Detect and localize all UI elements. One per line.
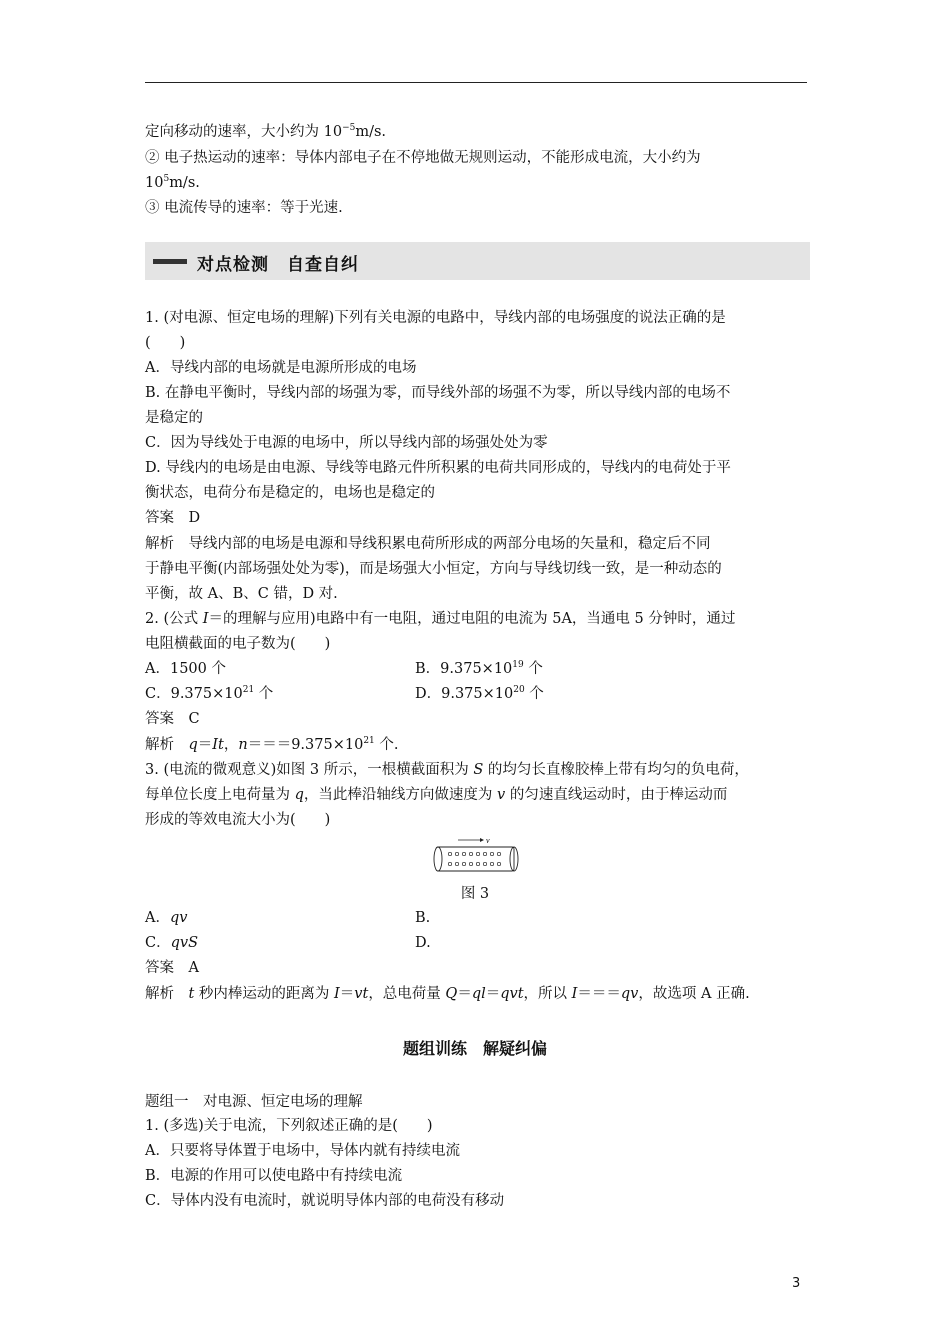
q2-answer: 答案 C xyxy=(145,711,200,727)
intro-line-4: ③ 电流传导的速率：等于光速. xyxy=(145,200,343,216)
intro-line-1: 定向移动的速率，大小约为 $10^{-5}m/s$. xyxy=(145,123,387,140)
q2-option-b: B．$9.375\times 10^{19}$ 个 xyxy=(415,660,543,677)
q3-answer: 答案 A xyxy=(145,960,199,976)
group-1-q1-stem: 1. (多选)关于电流，下列叙述正确的是( ) xyxy=(145,1118,433,1134)
q1-stem-1: 1. (对电源、恒定电场的理解)下列有关电源的电路中，导线内部的电场强度的说法正确的是 xyxy=(145,310,726,326)
q1-explanation-2: 于静电平衡(内部场强处处为零)，而是场强大小恒定，方向与导线切线一致，是一种动态的 xyxy=(145,561,722,577)
banner-bar xyxy=(153,259,187,264)
q2-option-a: A．1500 个 xyxy=(145,661,226,677)
figure-caption: 图 3 xyxy=(460,886,490,902)
q2-option-d: D．$9.375\times 10^{20}$ 个 xyxy=(415,685,544,702)
section-banner xyxy=(145,242,810,280)
q2-stem-2: 电阻横截面的电子数为( ) xyxy=(145,636,331,652)
q1-option-b-1: B. 在静电平衡时，导线内部的场强为零，而导线外部的场强不为零，所以导线内部的电场不 xyxy=(145,385,731,401)
group-1-q1-option-c: C．导体内没有电流时，就说明导体内部的电荷没有移动 xyxy=(145,1193,505,1209)
q3-option-a: A．qv xyxy=(145,910,188,926)
q3-explanation: 解析 t 秒内棒运动的距离为 I＝vt，总电荷量 Q＝ql＝qvt，所以 I＝＝＝qv，故选项 A 正确. xyxy=(145,986,750,1002)
intro-line-3: $10^5m/s$. xyxy=(145,174,200,191)
group-1-q1-option-a: A．只要将导体置于电场中，导体内就有持续电流 xyxy=(145,1143,460,1159)
q2-explanation: 解析 q＝It，$n===9.375\times 10^{21}$ 个. xyxy=(145,736,399,753)
page-number: 3 xyxy=(792,1276,801,1291)
q1-option-a: A．导线内部的电场就是电源所形成的电场 xyxy=(145,360,417,376)
section-title: 对点检测 自查自纠 xyxy=(197,255,359,275)
velocity-label: v xyxy=(486,836,490,845)
q1-option-d-2: 衡状态，电荷分布是稳定的，电场也是稳定的 xyxy=(145,485,435,501)
q1-stem-2: ( ) xyxy=(145,335,186,351)
q2-stem-1: 2. (公式 I＝的理解与应用)电路中有一电阻，通过电阻的电流为 5A，当通电 5 分钟时，通过 xyxy=(145,611,736,627)
q3-stem-3: 形成的等效电流大小为( ) xyxy=(145,812,331,828)
q1-explanation-3: 平衡，故 A、B、C 错，D 对. xyxy=(145,586,338,602)
group-1-q1-option-b: B．电源的作用可以使电路中有持续电流 xyxy=(145,1168,403,1184)
section-2-title: 题组训练 解疑纠偏 xyxy=(402,1039,547,1058)
q1-option-b-2: 是稳定的 xyxy=(145,410,203,426)
group-1-title: 题组一 对电源、恒定电场的理解 xyxy=(145,1094,363,1110)
q1-answer: 答案 D xyxy=(145,510,201,526)
q1-option-d-1: D. 导线内的电场是由电源、导线等电路元件所积累的电荷共同形成的，导线内的电荷处于平 xyxy=(145,460,731,476)
rod-figure xyxy=(430,835,520,875)
q3-option-c: C．qvS xyxy=(145,935,199,951)
q1-explanation-1: 解析 导线内部的电场是电源和导线积累电荷所形成的两部分电场的矢量和，稳定后不同 xyxy=(145,536,711,552)
q3-stem-2: 每单位长度上电荷量为 q，当此棒沿轴线方向做速度为 v 的匀速直线运动时，由于棒运动而 xyxy=(145,787,728,803)
q3-stem-1: 3. (电流的微观意义)如图 3 所示，一根横截面积为 S 的均匀长直橡胶棒上带有均匀的负电荷， xyxy=(145,762,749,778)
q3-option-b: B. xyxy=(415,910,431,926)
intro-line-2: ② 电子热运动的速率：导体内部电子在不停地做无规则运动，不能形成电流，大小约为 xyxy=(145,150,701,166)
q3-option-d: D. xyxy=(415,935,431,951)
q1-option-c: C．因为导线处于电源的电场中，所以导线内部的场强处处为零 xyxy=(145,435,548,451)
header-rule xyxy=(145,82,807,83)
q2-option-c: C．$9.375\times 10^{21}$ 个 xyxy=(145,685,274,702)
